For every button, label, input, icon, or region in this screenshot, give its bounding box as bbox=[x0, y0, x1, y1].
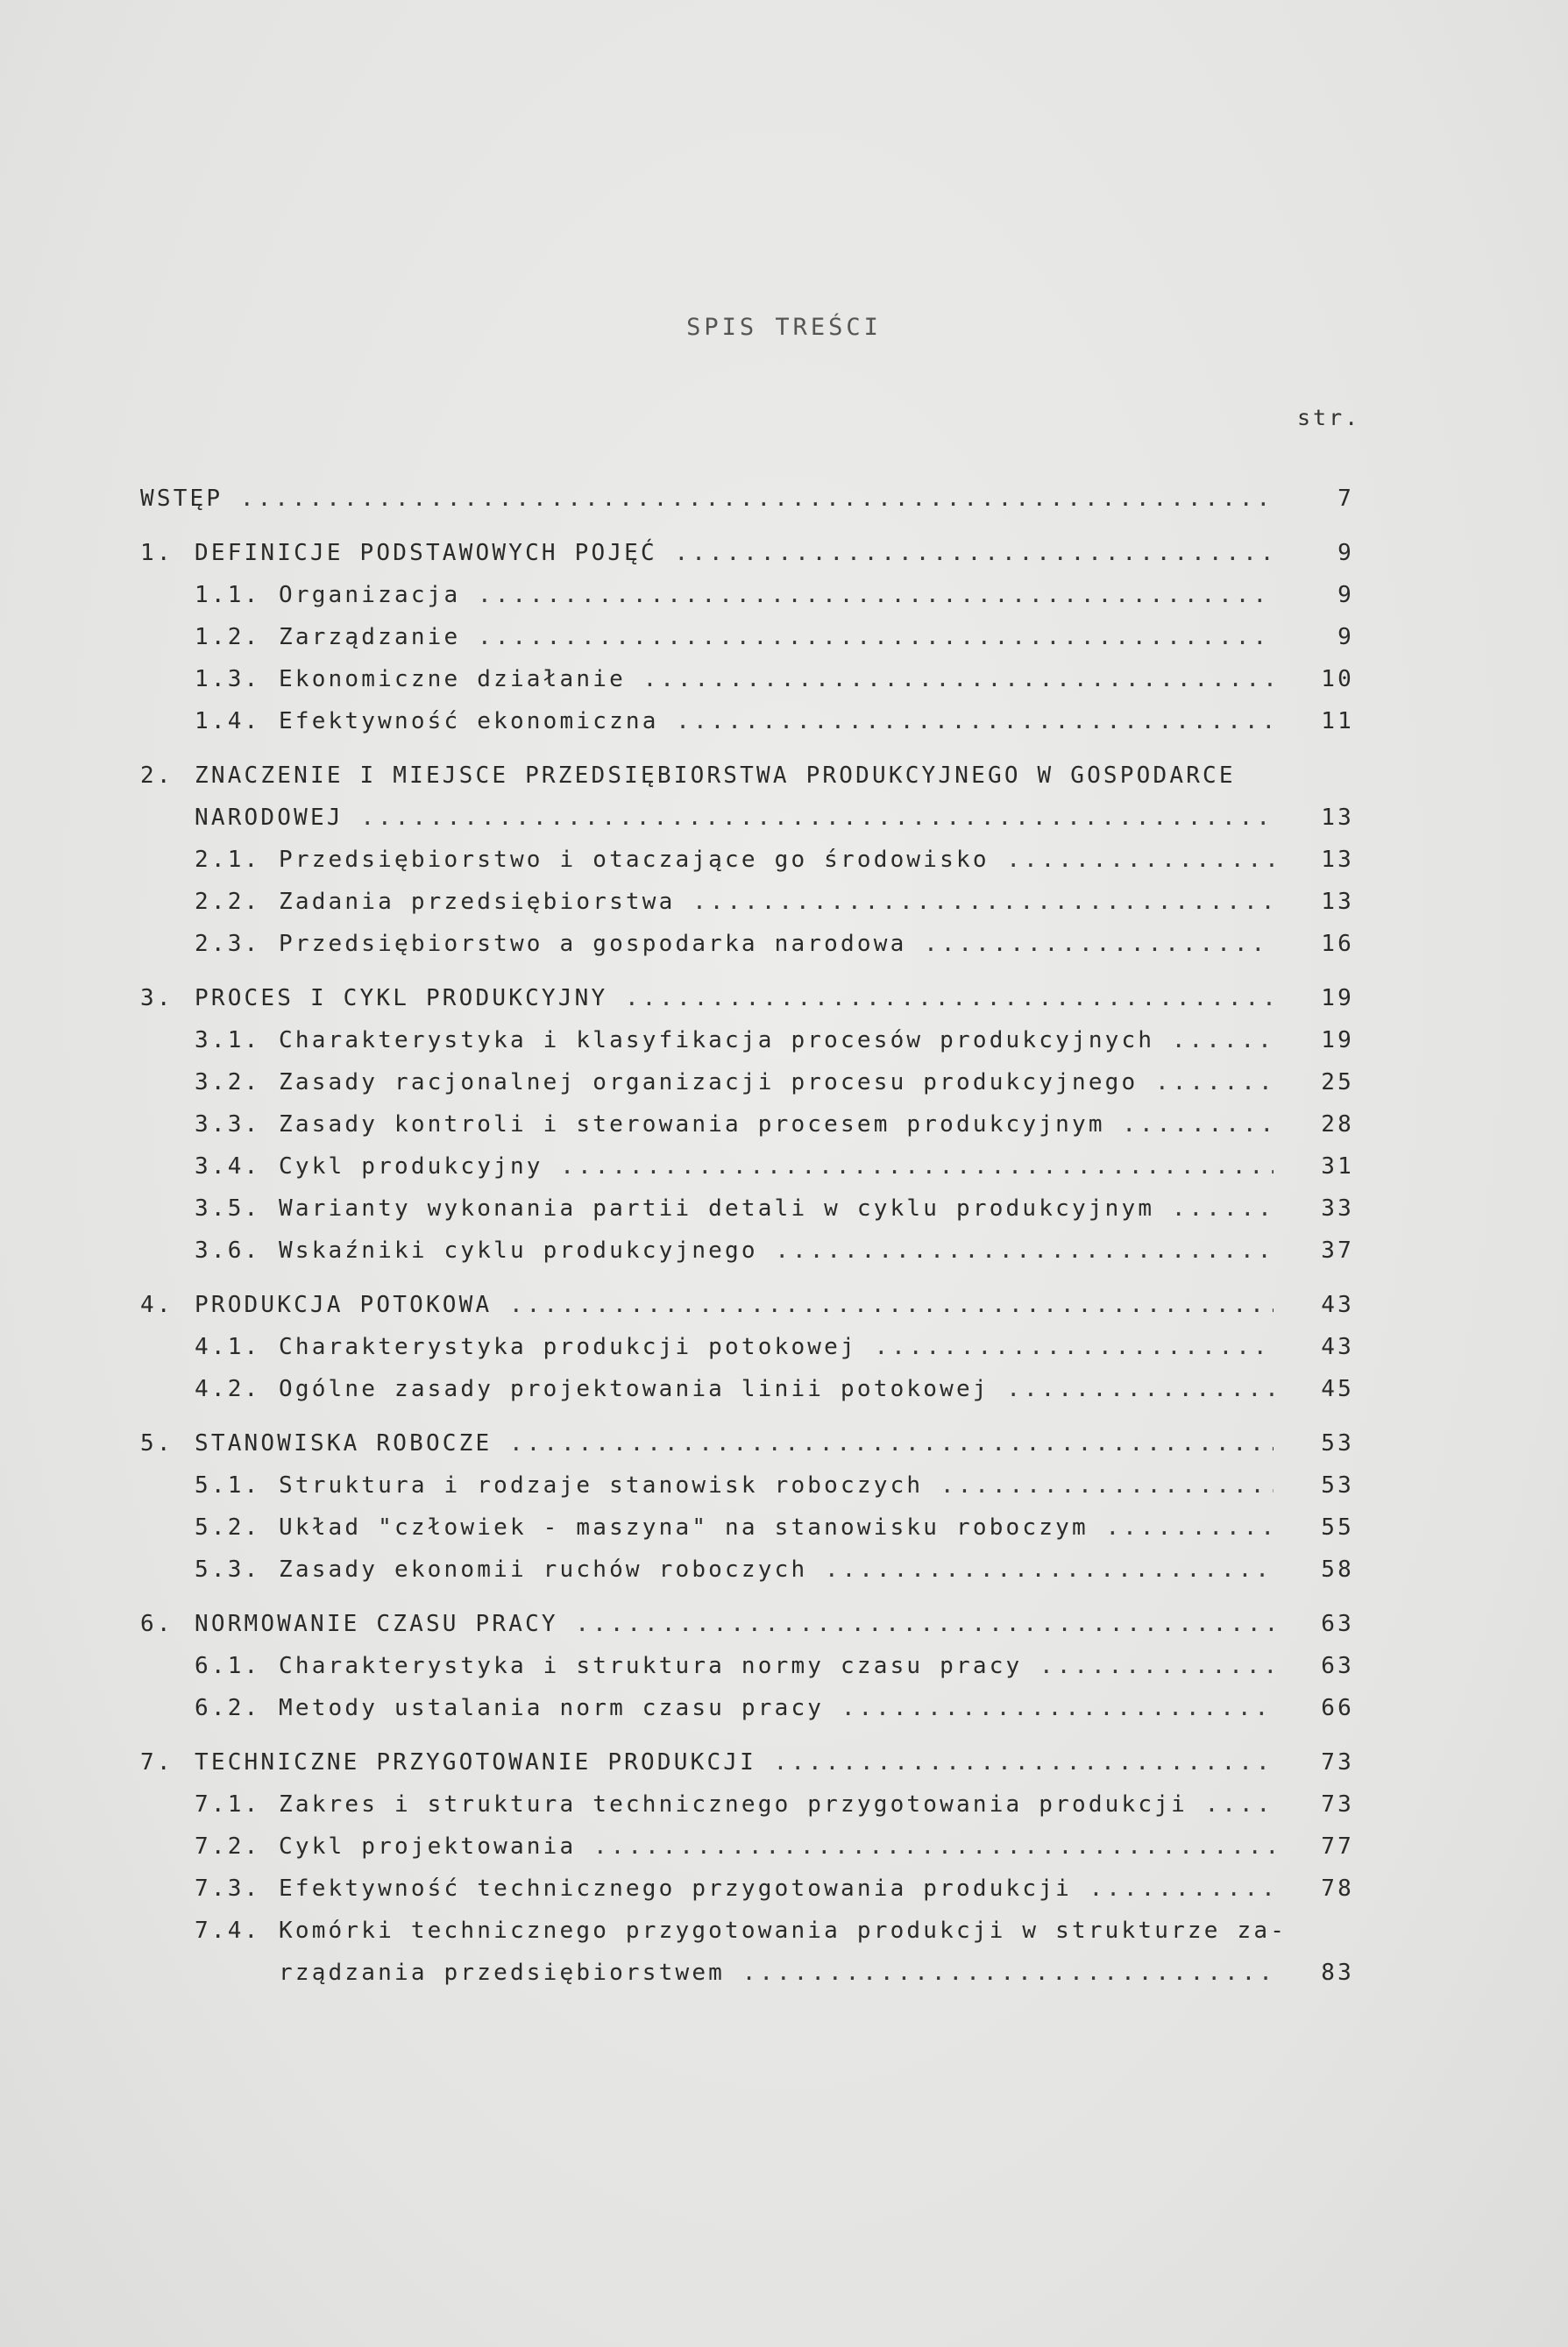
table-of-contents bbox=[140, 478, 1354, 1994]
toc-entry-title: Metody ustalania norm czasu pracy ..... bbox=[279, 1687, 1274, 1729]
toc-entry-number: 3.6. bbox=[195, 1237, 261, 1264]
toc-page-number: 31 bbox=[1321, 1153, 1354, 1180]
toc-page-number: 13 bbox=[1321, 805, 1354, 831]
toc-section-row bbox=[140, 1783, 1354, 1826]
toc-entry-title: ZNACZENIE I MIEJSCE PRZEDSIĘBIORSTWA PRODUKCYJNEGO W GOSPODARCE bbox=[195, 762, 1236, 789]
toc-entry-title: Zadania przedsiębiorstwa ..... bbox=[279, 881, 1274, 923]
toc-page-number: 9 bbox=[1337, 624, 1354, 650]
toc-entry-number: 6.1. bbox=[195, 1653, 261, 1679]
toc-chapter-row bbox=[140, 977, 1354, 1019]
toc-chapter-row bbox=[140, 1741, 1354, 1783]
toc-entry-number: 7.4. bbox=[195, 1918, 261, 1944]
toc-entry-number: 5.3. bbox=[195, 1556, 261, 1583]
toc-entry-title: Charakterystyka i klasyfikacja procesów produkcyjnych ..... bbox=[279, 1019, 1274, 1061]
toc-section-row bbox=[140, 1464, 1354, 1507]
toc-entry-number: 4.2. bbox=[195, 1376, 261, 1402]
toc-entry-title: Charakterystyka produkcji potokowej ..... bbox=[279, 1326, 1274, 1368]
toc-entry-title: Przedsiębiorstwo a gospodarka narodowa ..... bbox=[279, 923, 1274, 965]
toc-page-number: 19 bbox=[1321, 1027, 1354, 1053]
toc-entry-title: DEFINICJE PODSTAWOWYCH POJĘĆ ..... bbox=[195, 532, 1274, 574]
toc-entry-title: Zarządzanie ..... bbox=[279, 616, 1274, 658]
toc-section-row bbox=[140, 1868, 1354, 1910]
toc-chapter-row bbox=[140, 1603, 1354, 1645]
toc-page-number: 19 bbox=[1321, 985, 1354, 1011]
toc-chapter-row bbox=[140, 797, 1354, 839]
toc-page-number: 78 bbox=[1321, 1875, 1354, 1902]
toc-entry-number: 1.1. bbox=[195, 582, 261, 608]
toc-page-number: 13 bbox=[1321, 847, 1354, 873]
toc-entry-number: 6. bbox=[140, 1611, 174, 1637]
toc-entry-number: 5. bbox=[140, 1430, 174, 1457]
toc-entry-title: Komórki technicznego przygotowania produkcji w strukturze za- bbox=[279, 1918, 1288, 1944]
toc-chapter-row bbox=[140, 755, 1354, 797]
toc-entry-title: Układ "człowiek - maszyna" na stanowisku roboczym ..... bbox=[279, 1507, 1274, 1549]
toc-entry-title: TECHNICZNE PRZYGOTOWANIE PRODUKCJI ..... bbox=[195, 1741, 1274, 1783]
toc-entry-title: Organizacja ..... bbox=[279, 574, 1274, 616]
toc-chapter-row bbox=[140, 532, 1354, 574]
toc-page-number: 53 bbox=[1321, 1472, 1354, 1499]
toc-entry-number: 2.3. bbox=[195, 931, 261, 957]
page-column-label: str. bbox=[1297, 405, 1361, 430]
toc-page-number: 58 bbox=[1321, 1556, 1354, 1583]
toc-entry-title: Efektywność ekonomiczna ..... bbox=[279, 700, 1274, 742]
toc-entry-number: 3.5. bbox=[195, 1195, 261, 1222]
toc-entry-title: Struktura i rodzaje stanowisk roboczych ..... bbox=[279, 1464, 1274, 1507]
toc-section-row bbox=[140, 1645, 1354, 1687]
toc-section-row bbox=[140, 616, 1354, 658]
toc-entry-title: Ekonomiczne działanie ..... bbox=[279, 658, 1274, 700]
toc-page-number: 25 bbox=[1321, 1069, 1354, 1096]
toc-entry-number: 1. bbox=[140, 540, 174, 566]
toc-section-row bbox=[140, 1368, 1354, 1410]
toc-section-row bbox=[140, 1145, 1354, 1188]
toc-entry-title: Ogólne zasady projektowania linii potokowej ..... bbox=[279, 1368, 1274, 1410]
toc-section-row bbox=[140, 1507, 1354, 1549]
toc-page-number: 28 bbox=[1321, 1111, 1354, 1138]
toc-section-row bbox=[140, 574, 1354, 616]
toc-entry-number: 7.1. bbox=[195, 1791, 261, 1818]
toc-section-row bbox=[140, 1326, 1354, 1368]
toc-page-number: 66 bbox=[1321, 1695, 1354, 1721]
toc-section-row bbox=[140, 1687, 1354, 1729]
toc-entry-number: 7.3. bbox=[195, 1875, 261, 1902]
toc-page-number: 33 bbox=[1321, 1195, 1354, 1222]
toc-section-row bbox=[140, 1230, 1354, 1272]
toc-page-number: 73 bbox=[1321, 1749, 1354, 1776]
toc-entry-number: 5.1. bbox=[195, 1472, 261, 1499]
toc-entry-title: rządzania przedsiębiorstwem ..... bbox=[279, 1952, 1274, 1994]
toc-entry-number: 7. bbox=[140, 1749, 174, 1776]
toc-section-row bbox=[140, 839, 1354, 881]
toc-entry-title: Wskaźniki cyklu produkcyjnego ..... bbox=[279, 1230, 1274, 1272]
toc-page-number: 37 bbox=[1321, 1237, 1354, 1264]
toc-page-number: 9 bbox=[1337, 582, 1354, 608]
toc-entry-title: WSTĘP ..... bbox=[140, 478, 1274, 520]
toc-entry-title: NORMOWANIE CZASU PRACY ..... bbox=[195, 1603, 1274, 1645]
toc-entry-title: Zakres i struktura technicznego przygotowania produkcji ..... bbox=[279, 1783, 1274, 1826]
toc-page-number: 16 bbox=[1321, 931, 1354, 957]
toc-page-number: 73 bbox=[1321, 1791, 1354, 1818]
toc-chapter-row bbox=[140, 1284, 1354, 1326]
toc-chapter-row bbox=[140, 478, 1354, 520]
toc-page-number: 10 bbox=[1321, 666, 1354, 692]
toc-entry-title: Cykl projektowania ..... bbox=[279, 1826, 1274, 1868]
toc-chapter-row bbox=[140, 1422, 1354, 1464]
toc-section-row bbox=[140, 1952, 1354, 1994]
toc-page-number: 63 bbox=[1321, 1611, 1354, 1637]
toc-entry-number: 6.2. bbox=[195, 1695, 261, 1721]
toc-entry-number: 3.1. bbox=[195, 1027, 261, 1053]
toc-section-row bbox=[140, 1910, 1354, 1952]
toc-page-number: 43 bbox=[1321, 1334, 1354, 1360]
toc-entry-number: 1.3. bbox=[195, 666, 261, 692]
toc-entry-number: 3.2. bbox=[195, 1069, 261, 1096]
toc-section-row bbox=[140, 1019, 1354, 1061]
toc-entry-title: Zasady racjonalnej organizacji procesu produkcyjnego ..... bbox=[279, 1061, 1274, 1103]
toc-section-row bbox=[140, 923, 1354, 965]
toc-entry-number: 3.4. bbox=[195, 1153, 261, 1180]
toc-entry-title: Zasady ekonomii ruchów roboczych ..... bbox=[279, 1549, 1274, 1591]
toc-page-number: 53 bbox=[1321, 1430, 1354, 1457]
toc-section-row bbox=[140, 881, 1354, 923]
toc-page-number: 43 bbox=[1321, 1292, 1354, 1318]
toc-entry-number: 1.2. bbox=[195, 624, 261, 650]
toc-entry-title: Charakterystyka i struktura normy czasu pracy ..... bbox=[279, 1645, 1274, 1687]
toc-entry-title: PRODUKCJA POTOKOWA ..... bbox=[195, 1284, 1274, 1326]
toc-page-number: 55 bbox=[1321, 1514, 1354, 1541]
toc-section-row bbox=[140, 1549, 1354, 1591]
toc-page-number: 77 bbox=[1321, 1833, 1354, 1860]
toc-entry-number: 7.2. bbox=[195, 1833, 261, 1860]
toc-page-number: 45 bbox=[1321, 1376, 1354, 1402]
page-title: SPIS TREŚCI bbox=[686, 314, 882, 341]
toc-entry-title: Przedsiębiorstwo i otaczające go środowisko ..... bbox=[279, 839, 1274, 881]
toc-entry-number: 2.2. bbox=[195, 889, 261, 915]
toc-section-row bbox=[140, 1826, 1354, 1868]
toc-page-number: 13 bbox=[1321, 889, 1354, 915]
toc-entry-number: 2. bbox=[140, 762, 174, 789]
toc-entry-number: 3.3. bbox=[195, 1111, 261, 1138]
toc-section-row bbox=[140, 1188, 1354, 1230]
toc-entry-title: STANOWISKA ROBOCZE ..... bbox=[195, 1422, 1274, 1464]
toc-page-number: 7 bbox=[1337, 486, 1354, 512]
toc-entry-number: 5.2. bbox=[195, 1514, 261, 1541]
toc-entry-title: Cykl produkcyjny ..... bbox=[279, 1145, 1274, 1188]
toc-entry-number: 4. bbox=[140, 1292, 174, 1318]
toc-entry-title: Efektywność technicznego przygotowania produkcji ..... bbox=[279, 1868, 1274, 1910]
toc-entry-title: Zasady kontroli i sterowania procesem produkcyjnym ..... bbox=[279, 1103, 1274, 1145]
toc-entry-number: 4.1. bbox=[195, 1334, 261, 1360]
toc-entry-number: 1.4. bbox=[195, 708, 261, 734]
toc-entry-number: 3. bbox=[140, 985, 174, 1011]
toc-page-number: 9 bbox=[1337, 540, 1354, 566]
toc-entry-title: Warianty wykonania partii detali w cyklu produkcyjnym ..... bbox=[279, 1188, 1274, 1230]
toc-entry-number: 2.1. bbox=[195, 847, 261, 873]
toc-section-row bbox=[140, 700, 1354, 742]
toc-page-number: 83 bbox=[1321, 1960, 1354, 1986]
toc-section-row bbox=[140, 658, 1354, 700]
toc-entry-title: PROCES I CYKL PRODUKCYJNY ..... bbox=[195, 977, 1274, 1019]
toc-section-row bbox=[140, 1061, 1354, 1103]
toc-entry-title: NARODOWEJ ..... bbox=[195, 797, 1274, 839]
toc-section-row bbox=[140, 1103, 1354, 1145]
toc-page-number: 11 bbox=[1321, 708, 1354, 734]
toc-page-number: 63 bbox=[1321, 1653, 1354, 1679]
